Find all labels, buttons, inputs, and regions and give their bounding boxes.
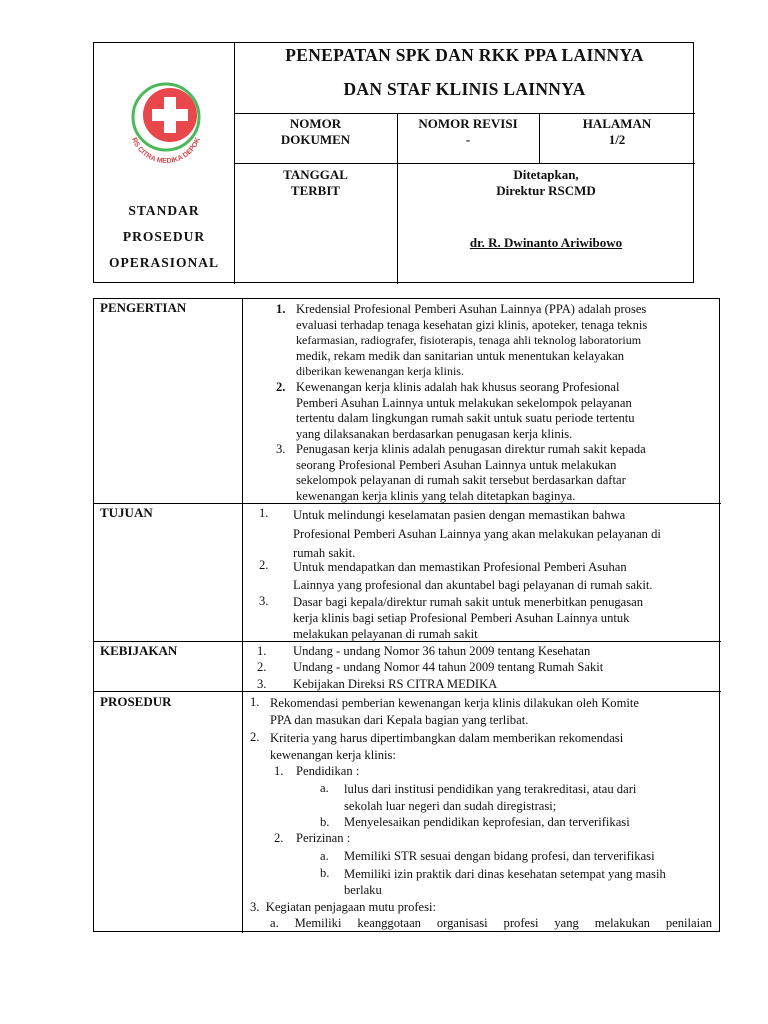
list-number: 2. <box>259 558 269 572</box>
section-label-kebijakan: KEBIJAKAN <box>100 643 178 658</box>
list-number: b. <box>320 866 330 880</box>
text-line: yang dilaksanakan berdasarkan penugasan kerja klinis. <box>296 426 573 441</box>
text-line: evaluasi terhadap tenaga kesehatan gizi klinis, apoteker, tenaga teknis <box>296 317 648 332</box>
list-item: a. Memiliki keanggotaan organisasi profesi yang melakukan penilaian <box>270 916 712 930</box>
text-line: sekolah luar negeri dan sudah diregistrasi; <box>344 799 557 813</box>
logo-cross-icon <box>118 79 214 175</box>
text-line: kefarmasian, radiografer, fisioterapis, tenaga ahli teknolog laboratorium <box>296 333 642 347</box>
doc-title-line2: DAN STAF KLINIS LAINNYA <box>343 79 586 99</box>
text-line: kewenangan kerja klinis: <box>270 748 396 762</box>
list-item <box>293 506 712 563</box>
text-line: sekelompok pelayanan di rumah sakit tersebut berdasarkan daftar <box>296 473 626 487</box>
sop-label-1: STANDAR <box>128 203 200 218</box>
text-line: Pemberi Asuhan Lainnya untuk melakukan sekelompok pelayanan <box>296 395 632 410</box>
sop-content-table <box>93 298 720 932</box>
tanggal-label-2: TERBIT <box>290 183 341 198</box>
text-line: Memiliki izin praktik dari dinas kesehatan setempat yang masih <box>344 867 666 881</box>
list-item <box>293 594 712 642</box>
text-line: lulus dari institusi pendidikan yang terakreditasi, atau dari <box>344 782 637 796</box>
text-line: berlaku <box>344 883 382 897</box>
list-item: Memiliki STR sesuai dengan bidang profesi, dan terverifikasi <box>344 849 655 863</box>
list-number: 2. <box>276 380 286 394</box>
nomor-dokumen-label-2: DOKUMEN <box>280 132 351 147</box>
halaman-label: HALAMAN <box>582 116 652 131</box>
text-line: kewenangan kerja klinis yang telah ditetapkan baginya. <box>296 488 576 503</box>
text-line: tertentu dalam lingkungan rumah sakit untuk suatu periode tertentu <box>296 411 635 425</box>
halaman-value: 1/2 <box>608 132 626 147</box>
logo-text: RS CITRA MEDIKA DEPOK <box>130 136 202 166</box>
list-number: 1. <box>276 302 286 316</box>
section-label-pengertian: PENGERTIAN <box>100 300 187 315</box>
list-number: 1. <box>259 506 269 520</box>
text-line: Untuk melindungi keselamatan pasien dengan memastikan bahwa <box>293 508 626 522</box>
nomor-dokumen-label-1: NOMOR <box>289 116 342 131</box>
list-item: Undang - undang Nomor 44 tahun 2009 tentang Rumah Sakit <box>293 660 604 674</box>
list-item: Perizinan : <box>296 831 351 845</box>
tanggal-label-1: TANGGAL <box>283 167 348 182</box>
list-item <box>270 695 712 729</box>
list-item: Menyelesaikan pendidikan keprofesian, dan terverifikasi <box>344 815 630 829</box>
list-item: Kebijakan Direksi RS CITRA MEDIKA <box>293 677 498 691</box>
sop-label-2: PROSEDUR <box>122 229 206 244</box>
nomor-revisi-label: NOMOR REVISI <box>418 116 518 131</box>
text-line: kerja klinis bagi setiap Profesional Pemberi Asuhan Lainnya untuk <box>293 611 630 625</box>
list-number: a. <box>320 849 329 863</box>
list-item <box>344 866 712 898</box>
list-item: Pendidikan : <box>296 764 360 778</box>
text-line: Kredensial Profesional Pemberi Asuhan Lainnya (PPA) adalah proses <box>296 302 647 316</box>
document-header <box>93 42 694 283</box>
list-item <box>296 442 712 504</box>
text-line: Kriteria yang harus dipertimbangkan dalam memberikan rekomendasi <box>270 731 624 745</box>
text-line: seorang Profesional Pemberi Asuhan Lainnya untuk melakukan <box>296 457 617 472</box>
list-number: 3. <box>257 677 267 691</box>
list-item: 3. Kegiatan penjagaan mutu profesi: <box>250 900 437 914</box>
section-label-tujuan: TUJUAN <box>100 505 153 520</box>
list-item: Undang - undang Nomor 36 tahun 2009 tentang Kesehatan <box>293 644 591 658</box>
text-line: Profesional Pemberi Asuhan Lainnya yang akan melakukan pelayanan di <box>293 527 661 541</box>
list-number: 1. <box>257 644 267 658</box>
text-line: PPA dan masukan dari Kepala bagian yang terlibat. <box>270 713 529 727</box>
list-item <box>344 781 712 815</box>
list-number: a. <box>320 781 329 795</box>
direktur-label: Direktur RSCMD <box>496 183 596 198</box>
list-number: 2. <box>250 730 260 744</box>
text-line: diberikan kewenangan kerja klinis. <box>296 364 464 378</box>
text-line: melakukan pelayanan di rumah sakit <box>293 627 478 641</box>
doc-title-line1: PENEPATAN SPK DAN RKK PPA LAINNYA <box>285 45 644 65</box>
text-line: Lainnya yang profesional dan akuntabel bagi pelayanan di rumah sakit. <box>293 578 653 592</box>
text-line: medik, rekam medik dan sanitarian untuk menentukan kelayakan <box>296 348 625 363</box>
sop-label-3: OPERASIONAL <box>108 255 219 270</box>
list-number: 2. <box>274 831 284 845</box>
list-number: 3. <box>259 594 269 608</box>
hospital-logo <box>118 79 214 175</box>
list-number: 1. <box>250 695 260 709</box>
text-line: Penugasan kerja klinis adalah penugasan direktur rumah sakit kepada <box>296 442 646 456</box>
list-item <box>270 730 712 764</box>
ditetapkan-label: Ditetapkan, <box>513 167 579 182</box>
list-number: 2. <box>257 660 267 674</box>
section-label-prosedur: PROSEDUR <box>100 694 172 709</box>
nomor-revisi-value: - <box>465 132 471 147</box>
signatory-name: dr. R. Dwinanto Ariwibowo <box>469 235 623 250</box>
list-item <box>296 302 712 380</box>
list-number: 1. <box>274 764 284 778</box>
text-line: Kewenangan kerja klinis adalah hak khusus seorang Profesional <box>296 380 620 394</box>
text-line: Untuk mendapatkan dan memastikan Profesional Pemberi Asuhan <box>293 560 627 574</box>
text-line: Dasar bagi kepala/direktur rumah sakit untuk menerbitkan penugasan <box>293 595 644 609</box>
list-item <box>296 380 712 442</box>
list-number: b. <box>320 815 330 829</box>
text-line: rumah sakit. <box>293 546 356 560</box>
text-line: Rekomendasi pemberian kewenangan kerja klinis dilakukan oleh Komite <box>270 696 639 710</box>
list-item <box>293 558 712 594</box>
list-number: 3. <box>276 442 286 456</box>
